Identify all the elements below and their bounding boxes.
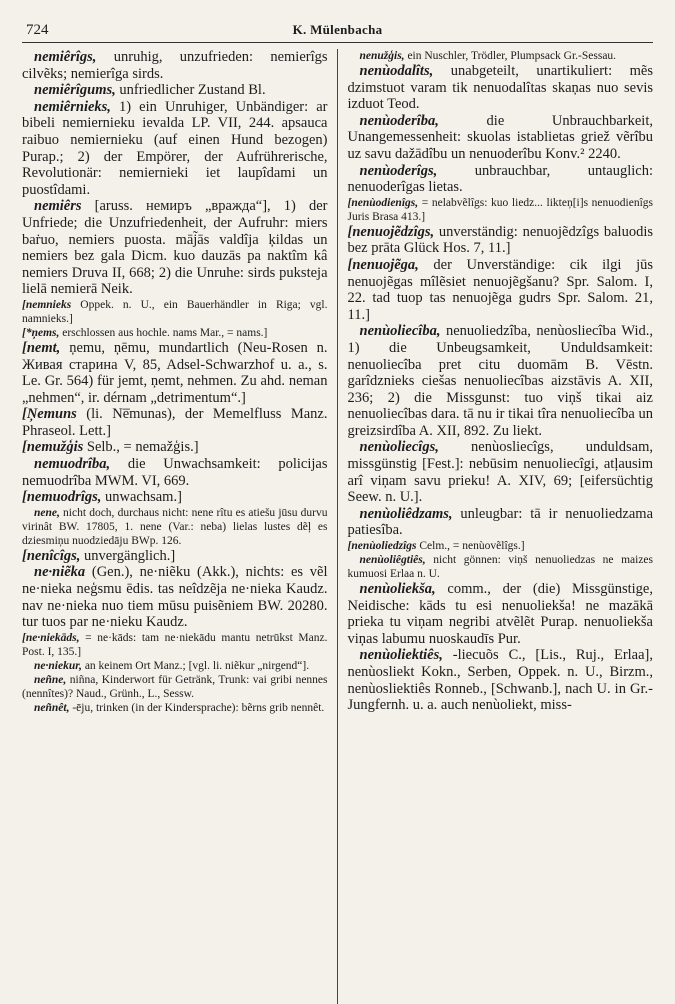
dictionary-entry [348, 257, 654, 323]
entry-definition: unabgeteilt, unartikuliert: mẽs dzimstuot varam tik nenuodalîtas skaņas nuo sevis izduot Teod. [347, 63, 653, 113]
running-head: K. Mülenbacha [292, 22, 383, 37]
entry-headword: nenùoliekša, [359, 581, 436, 598]
dictionary-entry [348, 553, 654, 581]
entry-headword: [*ņems, [22, 326, 60, 339]
entry-definition: [aruss. немиръ „вражда“], 1) der Unfriede; die Unzufriedenheit, der Aufruhr: miers baṙuo, nemiers puosta. māj̃ās valdîja ķildas un nemiers bez gala Dicm. kuo dauzās pa naktîm kâ nemiers Druva II, 668; 2) die Unruhe: sirds puksteja lielā nemierā Neik. [22, 198, 328, 298]
dictionary-entry [22, 548, 328, 565]
dictionary-entry [22, 631, 328, 659]
entry-definition: unfriedlicher Zustand Bl. [119, 82, 266, 99]
entry-definition: Celm., = nenùovẽlîgs.] [419, 540, 525, 553]
entry-definition: die Unwachsamkeit: policijas nemuodrîba MWM. VI, 669. [22, 456, 328, 489]
entry-definition: (Gen.), ne·niẽku (Akk.), nichts: es vẽl ne·nieka neģsmu ēdis. tas neîdzẽja ne·nieka Kaudz. nav ne·nieka nuo tiem mūsu puisẽniem BW. 20280. tur tuos par ne·nieku Kaudz. [22, 564, 328, 631]
entry-headword: nenužģis, [359, 50, 405, 62]
left-column [22, 49, 337, 1004]
entry-definition: ein Nuschler, Trödler, Plumpsack Gr.-Sessau. [407, 50, 617, 62]
entry-definition: = nelabvẽlîgs: kuo liedz... likteņ[i]s nenuodienîgs Juris Brasa 413.] [347, 196, 653, 223]
entry-headword: [nemuodrîgs, [22, 489, 102, 506]
dictionary-entry [22, 506, 328, 548]
dictionary-entry [348, 506, 654, 539]
entry-headword: ne·niẽka [34, 564, 86, 581]
dictionary-entry [22, 564, 328, 630]
entry-definition: -liecuõs C., [Lis., Ruj., Erlaa], nenùosliekt Kokn., Serben, Oppek. n. U., Birzm., nenùosliektiês Ronneb., [Schwanb.], nach U. in Gr.-Jungfernh. u. a. auch nenùoliekt, miss- [347, 647, 653, 714]
dictionary-entry [22, 99, 328, 199]
entry-definition: unvergänglich.] [84, 547, 176, 564]
dictionary-entry [348, 323, 654, 439]
entry-headword: [nenùoliedzîgs [347, 540, 417, 553]
entry-definition: comm., der (die) Missgünstige, Neidische: kāds tu esi nenuoliekša! ne mazākā prieka tu viņam negribi atvẽlẽt Purap. nenuoliekša viņas labumu nuoskaudīs Pur. [347, 581, 653, 647]
entry-definition: unbrauchbar, untauglich: nenuoderîgas lietas. [347, 162, 653, 196]
entry-headword: [nenuojẽga, [347, 256, 419, 273]
dictionary-entry [22, 673, 328, 701]
dictionary-entry [348, 539, 654, 553]
dictionary-entry [348, 196, 654, 224]
dictionary-entry [348, 224, 654, 257]
entry-headword: nemiêrîgs, [34, 49, 97, 65]
entry-headword: nenùoliecîgs, [359, 439, 439, 456]
entry-definition: nicht doch, durchaus nicht: nene rîtu es atiešu jūsu durvu virinât BW. 17805, 1. nene (Var.: neba) lielas lustes dẽļ es dziesmiņu nuodziedāju BWp. 126. [22, 506, 328, 547]
entry-headword: nemuodrîba, [34, 456, 111, 473]
entry-headword: [nemt, [22, 339, 61, 356]
entry-definition: an keinem Ort Manz.; [vgl. li. niẽkur „nirgend“]. [84, 659, 310, 672]
entry-definition: = ne·kāds: tam ne·niekādu mantu netrūkst Manz. Post. I, 135.] [22, 631, 328, 658]
entry-definition: nicht gönnen: viņš nenuoliedzas ne maizes kumuosi Erlaa n. U. [347, 554, 653, 581]
entry-headword: nenùoliecîba, [359, 323, 441, 340]
entry-headword: [Ņemuns [22, 406, 77, 423]
page-header [22, 20, 653, 43]
entry-headword: [nemužģis [22, 439, 84, 456]
dictionary-entry [348, 49, 654, 63]
entry-headword: neñne, [34, 673, 67, 686]
dictionary-entry [348, 163, 654, 196]
dictionary-entry [22, 701, 328, 715]
page-number: 724 [26, 22, 49, 38]
dictionary-entry [348, 63, 654, 113]
entry-definition: unverständig: nenuojẽdzîgs baluodis bez prāta Glück Hos. 7, 11.] [347, 223, 653, 257]
entry-definition: -ēju, trinken (in der Kindersprache): bẽrns grib nennêt. [72, 701, 325, 714]
dictionary-entry [22, 406, 328, 439]
entry-definition: niñna, Kinderwort für Getränk, Trunk: vai gribi nennes (nennîtes)? Naud., Grünh., L., Sessw. [22, 673, 328, 700]
entry-definition: die Unbrauchbarkeit, Unangemessenheit: skuolas istablietas griež vẽrîbu uz savu dažādîbu un nenuoderîbu Konv.² 2240. [347, 112, 653, 162]
entry-headword: nemiêrîgums, [34, 82, 116, 99]
entry-definition: 1) ein Unruhiger, Unbändiger: ar bibeli nemiernieku ievalda LP. VII, 244. apsauca raibuo nemiernieku (auf einen Hund bezogen) Purap.; 2) der Empörer, der Aufrührerische, Revolutionär: nemiernieki iet laupîdami un puostîdami. [22, 98, 328, 198]
entry-headword: [nemnieks [22, 298, 72, 311]
dictionary-entry [22, 49, 328, 82]
entry-headword: [nenùodienîgs, [347, 196, 419, 209]
entry-definition: ņemu, ņēmu, mundartlich (Neu-Rosen n. Живая старина V, 85, Adsel-Schwarzhof u. a., s. Le. Gr. 564) für jemt, ņemt, nehmen. Zu ahd. neman „nehmen“, ir. dérnam „detrimentum“.] [22, 339, 328, 406]
entry-headword: nenùoliêdzams, [359, 505, 453, 522]
dictionary-entry [348, 113, 654, 163]
entry-headword: nenùoderîba, [359, 112, 439, 129]
dictionary-entry [22, 489, 328, 506]
dictionary-entry [22, 439, 328, 456]
dictionary-entry [22, 198, 328, 298]
entry-definition: unwachsam.] [105, 489, 182, 506]
entry-definition: (li. Ne̅munas), der Memelfluss Manz. Phraseol. Lett.] [22, 406, 328, 439]
entry-definition: unleugbar: tā ir nenuoliedzama patiesîba. [347, 505, 653, 539]
entry-definition: Oppek. n. U., ein Bauerhändler in Riga; vgl. namnieks.] [22, 298, 328, 325]
entry-definition: Selb., = nemažģis.] [86, 439, 199, 456]
entry-headword: nenùodalîts, [359, 63, 434, 79]
entry-headword: nenùoliêgtiês, [359, 554, 426, 567]
entry-headword: nenùoliektiês, [359, 647, 443, 664]
entry-headword: neñnêt, [34, 701, 70, 714]
dictionary-entry [348, 647, 654, 713]
entry-definition: erschlossen aus hochle. nams Mar., = nams.] [62, 326, 268, 339]
entry-headword: nemiêrs [34, 198, 82, 215]
dictionary-entry [22, 659, 328, 673]
dictionary-entry [22, 298, 328, 326]
dictionary-entry [22, 456, 328, 489]
entry-headword: [nenîcîgs, [22, 547, 81, 564]
entry-headword: nenùoderîgs, [359, 162, 438, 179]
dictionary-entry [348, 439, 654, 505]
dictionary-entry [348, 581, 654, 647]
entry-headword: [ne·niekāds, [22, 631, 80, 644]
entry-definition: nenuoliedzîba, nenùosliecîba Wid., 1) die Unbeugsamkeit, Unduldsamkeit: nenuoliecîba pret citu duomām B. Vēstn. garîdznieks ciešas nenuoliecîbas aizstāvis A. XII, 236; 2) die Missgunst: tuo viņš tikai aiz nenuoliecîbas dara. tā nu ir tikai tîra nenuoliecîba un greizsirdîba A. XII, 892. Zu liekt. [347, 323, 653, 439]
text-columns [22, 49, 653, 1004]
dictionary-entry [22, 340, 328, 406]
entry-definition: nenùosliecîgs, unduldsam, missgünstig [Fest.]: nebūsim nenuoliecîgi, atļausim arî viņam savu prieku! A. XIV, 69; [eifersüchtig Seew. n. U.]. [347, 439, 653, 506]
entry-definition: unruhig, unzufrieden: nemierîgs cilvẽks; nemierîga sirds. [22, 49, 328, 82]
entry-headword: [nenuojẽdzîgs, [347, 223, 435, 240]
entry-headword: nemiêrnieks, [34, 98, 111, 115]
entry-headword: nene, [34, 506, 60, 519]
entry-definition: der Unverständige: cik ilgi jūs nenuojẽgas mîlẽsiet nenuojẽgšanu? Spr. Salom. I, 22. tad tuop tas nenuojẽga gudrs Spr. Salom. 21, 11.] [347, 256, 653, 323]
dictionary-entry [22, 82, 328, 99]
right-column [338, 49, 654, 1004]
entry-headword: ne·niekur, [34, 659, 82, 672]
dictionary-entry [22, 326, 328, 340]
